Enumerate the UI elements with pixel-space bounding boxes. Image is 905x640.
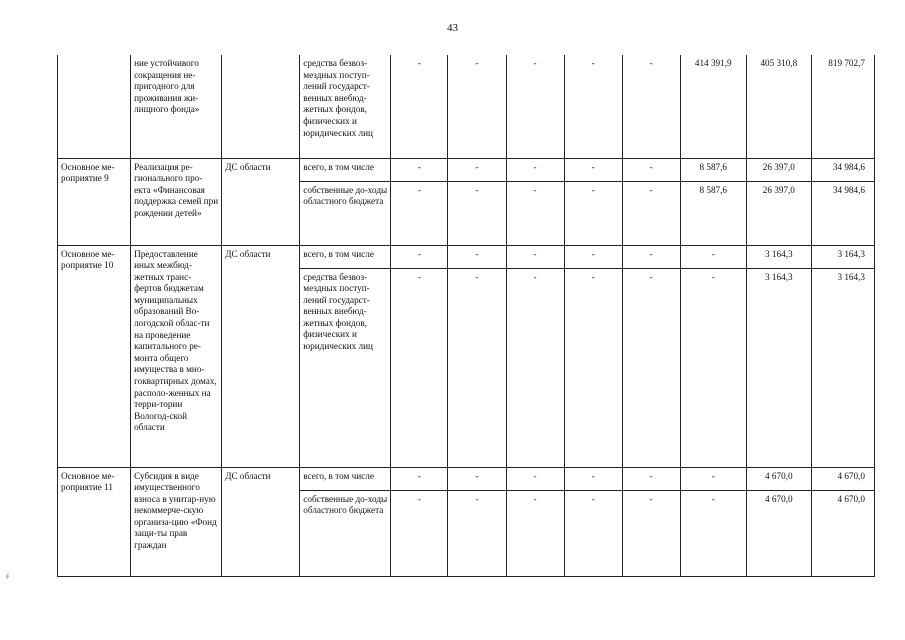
amount-cell: -	[622, 245, 680, 268]
amount-cell: -	[506, 158, 564, 181]
amount-cell: -	[622, 490, 680, 576]
table-row	[58, 55, 875, 158]
funding-source-cell: средства безвоз-мездных поступ-лений государст-венных внебюд-жетных фондов, физических и юридических лиц	[300, 268, 391, 467]
amount-cell: -	[564, 245, 622, 268]
amount-cell: -	[564, 158, 622, 181]
table-row	[58, 158, 875, 181]
amount-cell: 34 984,6	[811, 158, 874, 181]
measure-description-cell: Реализация ре-гионального про-екта «Финансовая поддержка семей при рождении детей»	[131, 158, 222, 245]
amount-cell: -	[506, 245, 564, 268]
amount-cell: 26 397,0	[746, 158, 811, 181]
funding-source-cell: собственные до-ходы областного бюджета	[300, 181, 391, 245]
amount-cell: -	[506, 181, 564, 245]
funding-source-cell: собственные до-ходы областного бюджета	[300, 490, 391, 576]
amount-cell: -	[564, 181, 622, 245]
amount-cell: 26 397,0	[746, 181, 811, 245]
amount-cell: -	[564, 467, 622, 490]
financing-table	[57, 55, 875, 577]
amount-cell: -	[680, 245, 746, 268]
amount-cell: -	[506, 490, 564, 576]
amount-cell: -	[448, 467, 506, 490]
amount-cell: 8 587,6	[680, 181, 746, 245]
amount-cell: -	[448, 55, 506, 158]
measure-name-cell	[58, 55, 131, 158]
measure-name-cell: Основное ме-роприятие 9	[58, 158, 131, 245]
table-row	[58, 245, 875, 268]
executor-cell: ДС области	[222, 467, 300, 576]
amount-cell: 3 164,3	[811, 245, 874, 268]
amount-cell: 3 164,3	[811, 268, 874, 467]
executor-cell	[222, 55, 300, 158]
amount-cell: -	[564, 268, 622, 467]
amount-cell: -	[506, 55, 564, 158]
amount-cell: -	[391, 55, 448, 158]
amount-cell: -	[506, 268, 564, 467]
funding-source-cell: средства безвоз-мездных поступ-лений государст-венных внебюд-жетных фондов, физических и юридических лиц	[300, 55, 391, 158]
amount-cell: 4 670,0	[811, 490, 874, 576]
amount-cell: 3 164,3	[746, 268, 811, 467]
table-row	[58, 467, 875, 490]
amount-cell: -	[391, 158, 448, 181]
amount-cell: 4 670,0	[746, 490, 811, 576]
amount-cell: 4 670,0	[811, 467, 874, 490]
amount-cell: 34 984,6	[811, 181, 874, 245]
amount-cell: -	[564, 490, 622, 576]
amount-cell: -	[448, 490, 506, 576]
amount-cell: -	[391, 490, 448, 576]
amount-cell: -	[448, 245, 506, 268]
funding-source-cell: всего, в том числе	[300, 158, 391, 181]
measure-name-cell: Основное ме-роприятие 11	[58, 467, 131, 576]
measure-description-cell: Субсидия в виде имущественного взноса в унитар-ную некоммерче-скую организа-цию «Фонд защи-ты прав граждан	[131, 467, 222, 576]
amount-cell: -	[622, 55, 680, 158]
side-mark: F	[6, 574, 10, 581]
amount-cell: -	[680, 490, 746, 576]
amount-cell: -	[680, 467, 746, 490]
amount-cell: 4 670,0	[746, 467, 811, 490]
amount-cell: 414 391,9	[680, 55, 746, 158]
amount-cell: -	[680, 268, 746, 467]
amount-cell: 3 164,3	[746, 245, 811, 268]
amount-cell: -	[506, 467, 564, 490]
amount-cell: -	[448, 181, 506, 245]
amount-cell: -	[622, 181, 680, 245]
amount-cell: 405 310,8	[746, 55, 811, 158]
amount-cell: -	[391, 245, 448, 268]
amount-cell: -	[622, 158, 680, 181]
executor-cell: ДС области	[222, 245, 300, 467]
measure-name-cell: Основное ме-роприятие 10	[58, 245, 131, 467]
amount-cell: -	[448, 268, 506, 467]
amount-cell: -	[391, 181, 448, 245]
measure-description-cell: ние устойчивого сокращения не-пригодного для проживания жи-лищного фонда»	[131, 55, 222, 158]
page-number: 43	[447, 22, 458, 34]
amount-cell: -	[564, 55, 622, 158]
measure-description-cell: Предоставление иных межбюд-жетных транс-фертов бюджетам муниципальных образований Во-логодской облас-ти на проведение капитального ре-монта общего имущества в мно-гоквартирных домах, располо-женных на терри-тории Вологод-ской области	[131, 245, 222, 467]
amount-cell: 819 702,7	[811, 55, 874, 158]
amount-cell: -	[448, 158, 506, 181]
amount-cell: -	[391, 467, 448, 490]
amount-cell: -	[622, 467, 680, 490]
amount-cell: -	[391, 268, 448, 467]
amount-cell: -	[622, 268, 680, 467]
table-body	[58, 55, 875, 576]
funding-source-cell: всего, в том числе	[300, 467, 391, 490]
amount-cell: 8 587,6	[680, 158, 746, 181]
funding-source-cell: всего, в том числе	[300, 245, 391, 268]
executor-cell: ДС области	[222, 158, 300, 245]
